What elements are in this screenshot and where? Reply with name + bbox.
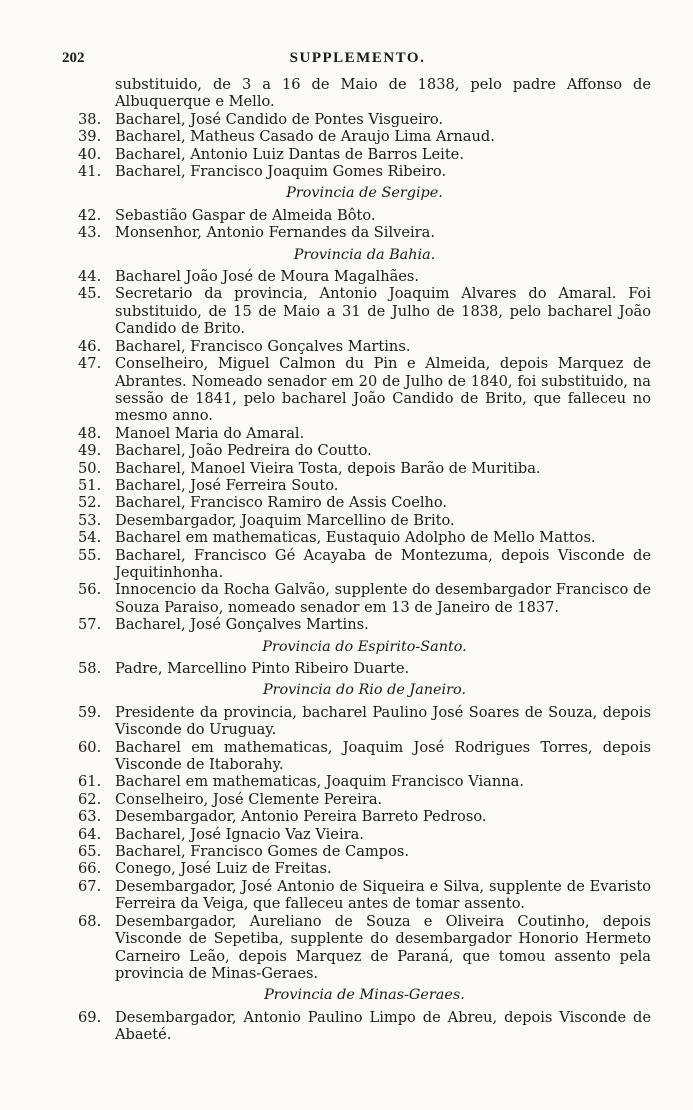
entry-text: Sebastião Gaspar de Almeida Bôto. bbox=[115, 206, 376, 224]
entry-text: Desembargador, Antonio Pereira Barreto Pedroso. bbox=[115, 808, 487, 826]
entry-number: 54. bbox=[78, 529, 102, 547]
entry-text: Bacharel, José Ferreira Souto. bbox=[115, 476, 339, 494]
entry-text: Bacharel, Francisco Joaquim Gomes Ribeiro. bbox=[115, 163, 447, 181]
list-item bbox=[78, 285, 651, 337]
entry-number: 60. bbox=[78, 738, 102, 756]
list-item bbox=[78, 704, 651, 739]
entry-text: Monsenhor, Antonio Fernandes da Silveira. bbox=[115, 224, 435, 242]
entry-text: Bacharel, Francisco Gonçalves Martins. bbox=[115, 337, 411, 355]
entry-text: Bacharel, José Candido de Pontes Visgueiro. bbox=[115, 110, 443, 128]
entry-number: 52. bbox=[78, 494, 102, 512]
province-heading: Provincia da Bahia. bbox=[293, 246, 436, 263]
list-item bbox=[78, 860, 651, 877]
entry-number: 45. bbox=[78, 285, 102, 303]
entry-number: 49. bbox=[78, 442, 102, 460]
list-item bbox=[78, 616, 651, 633]
entry-number: 61. bbox=[78, 773, 102, 791]
entry-text: Innocencio da Rocha Galvão, supplente do desembargador Francisco de Souza Paraiso, nomeado senador em 13 de Janeiro de 1837. bbox=[115, 581, 651, 616]
entry-number: 41. bbox=[78, 163, 102, 181]
province-heading: Provincia de Minas-Geraes. bbox=[264, 987, 465, 1004]
entry-number: 67. bbox=[78, 877, 102, 895]
entry-text: Desembargador, Aureliano de Souza e Oliveira Coutinho, depois Visconde de Sepetiba, supplente do desembargador Honorio Hermeto Carneiro Leão, depois Marquez de Paraná, que tomou assento pela provincia de Minas-Geraes. bbox=[115, 912, 651, 982]
entry-number: 48. bbox=[78, 424, 102, 442]
entry-text: Bacharel, Francisco Ramiro de Assis Coelho. bbox=[115, 494, 448, 512]
list-item bbox=[78, 739, 651, 774]
list-item bbox=[78, 913, 651, 983]
entry-text: Bacharel em mathematicas, Joaquim José Rodrigues Torres, depois Visconde de Itaborahy. bbox=[115, 738, 651, 774]
list-item bbox=[78, 442, 651, 459]
list-item bbox=[78, 791, 651, 808]
page-number: 202 bbox=[62, 50, 85, 66]
list-item bbox=[78, 660, 651, 677]
entry-text: Bacharel João José de Moura Magalhães. bbox=[115, 268, 420, 286]
list-item bbox=[78, 146, 651, 163]
continuation-entry bbox=[78, 76, 651, 111]
list-item bbox=[78, 128, 651, 145]
entry-number: 40. bbox=[78, 145, 102, 163]
list-item bbox=[78, 773, 651, 790]
entry-text: Manoel Maria do Amaral. bbox=[115, 424, 305, 442]
list-item bbox=[78, 163, 651, 180]
entry-number: 46. bbox=[78, 337, 102, 355]
entry-text: Desembargador, Antonio Paulino Limpo de Abreu, depois Visconde de Abaeté. bbox=[115, 1008, 651, 1044]
entry-number: 64. bbox=[78, 825, 102, 843]
entry-number: 55. bbox=[78, 546, 102, 564]
province-heading: Provincia de Sergipe. bbox=[286, 185, 443, 202]
entry-text: Bacharel, José Gonçalves Martins. bbox=[115, 616, 369, 634]
entry-text: Bacharel, Antonio Luiz Dantas de Barros Leite. bbox=[115, 145, 464, 163]
entry-number: 66. bbox=[78, 860, 102, 878]
list-item bbox=[78, 207, 651, 224]
entry-number: 53. bbox=[78, 511, 102, 529]
entry-text: Presidente da provincia, bacharel Paulino José Soares de Souza, depois Visconde do Uruguay. bbox=[115, 703, 651, 739]
province-heading: Provincia do Espirito-Santo. bbox=[262, 638, 467, 655]
entry-text: Conselheiro, José Clemente Pereira. bbox=[115, 790, 383, 808]
entry-text: Desembargador, Joaquim Marcellino de Brito. bbox=[115, 511, 455, 529]
entry-number: 56. bbox=[78, 581, 102, 599]
list-item bbox=[78, 878, 651, 913]
entry-number: 57. bbox=[78, 616, 102, 634]
document-body bbox=[78, 76, 651, 1044]
page-header bbox=[62, 50, 653, 70]
entry-number: 47. bbox=[78, 355, 102, 373]
list-item bbox=[78, 338, 651, 355]
entry-number: 50. bbox=[78, 459, 102, 477]
list-item bbox=[78, 494, 651, 511]
entry-number: 38. bbox=[78, 110, 102, 128]
entry-text: Bacharel, João Pedreira do Coutto. bbox=[115, 442, 372, 460]
list-item bbox=[78, 224, 651, 241]
entry-number: 59. bbox=[78, 703, 102, 721]
list-item bbox=[78, 355, 651, 425]
entry-text: Desembargador, José Antonio de Siqueira e Silva, supplente de Evaristo Ferreira da Veiga, que falleceu antes de tomar assento. bbox=[115, 877, 651, 913]
province-heading: Provincia do Rio de Janeiro. bbox=[262, 682, 467, 699]
entry-number: 43. bbox=[78, 224, 102, 242]
entry-text: Bacharel, José Ignacio Vaz Vieira. bbox=[115, 825, 364, 843]
list-item bbox=[78, 425, 651, 442]
continuation-text: substituido, de 3 a 16 de Maio de 1838, pelo padre Affonso de Albuquerque e Mello. bbox=[115, 76, 651, 111]
entry-number: 42. bbox=[78, 206, 102, 224]
list-item bbox=[78, 826, 651, 843]
entry-number: 68. bbox=[78, 912, 102, 930]
entry-text: Bacharel, Francisco Gomes de Campos. bbox=[115, 843, 410, 861]
list-item bbox=[78, 477, 651, 494]
list-item bbox=[78, 808, 651, 825]
entry-text: Bacharel, Matheus Casado de Araujo Lima Arnaud. bbox=[115, 128, 495, 146]
entry-text: Bacharel, Manoel Vieira Tosta, depois Barão de Muritiba. bbox=[115, 459, 541, 477]
list-item bbox=[78, 512, 651, 529]
entry-text: Bacharel, Francisco Gé Acayaba de Montezuma, depois Visconde de Jequitinhonha. bbox=[115, 546, 651, 581]
running-title: SUPPLEMENTO. bbox=[289, 50, 426, 66]
list-item bbox=[78, 547, 651, 582]
entry-text: Conego, José Luiz de Freitas. bbox=[115, 860, 332, 878]
entry-text: Padre, Marcellino Pinto Ribeiro Duarte. bbox=[115, 660, 410, 677]
entry-number: 62. bbox=[78, 790, 102, 808]
entry-text: Bacharel em mathematicas, Joaquim Francisco Vianna. bbox=[115, 773, 525, 791]
list-item bbox=[78, 460, 651, 477]
list-item bbox=[78, 111, 651, 128]
entry-number: 58. bbox=[78, 660, 102, 677]
entry-number: 39. bbox=[78, 128, 102, 146]
list-item bbox=[78, 581, 651, 616]
entry-number: 63. bbox=[78, 808, 102, 826]
entry-text: Secretario da provincia, Antonio Joaquim Alvares do Amaral. Foi substituido, de 15 de Maio a 31 de Julho de 1838, pelo bacharel João Candido de Brito. bbox=[115, 285, 651, 338]
entry-text: Conselheiro, Miguel Calmon du Pin e Almeida, depois Marquez de Abrantes. Nomeado senador em 20 de Julho de 1840, foi substituido, na sessão de 1841, pelo bacharel João Candido de Brito, que falleceu no mesmo anno. bbox=[115, 355, 651, 425]
entry-number: 69. bbox=[78, 1008, 102, 1026]
entry-text: Bacharel em mathematicas, Eustaquio Adolpho de Mello Mattos. bbox=[115, 529, 596, 547]
list-item bbox=[78, 268, 651, 285]
entry-number: 51. bbox=[78, 476, 102, 494]
entry-number: 44. bbox=[78, 268, 102, 286]
entry-number: 65. bbox=[78, 843, 102, 861]
list-item bbox=[78, 1009, 651, 1044]
list-item bbox=[78, 529, 651, 546]
list-item bbox=[78, 843, 651, 860]
